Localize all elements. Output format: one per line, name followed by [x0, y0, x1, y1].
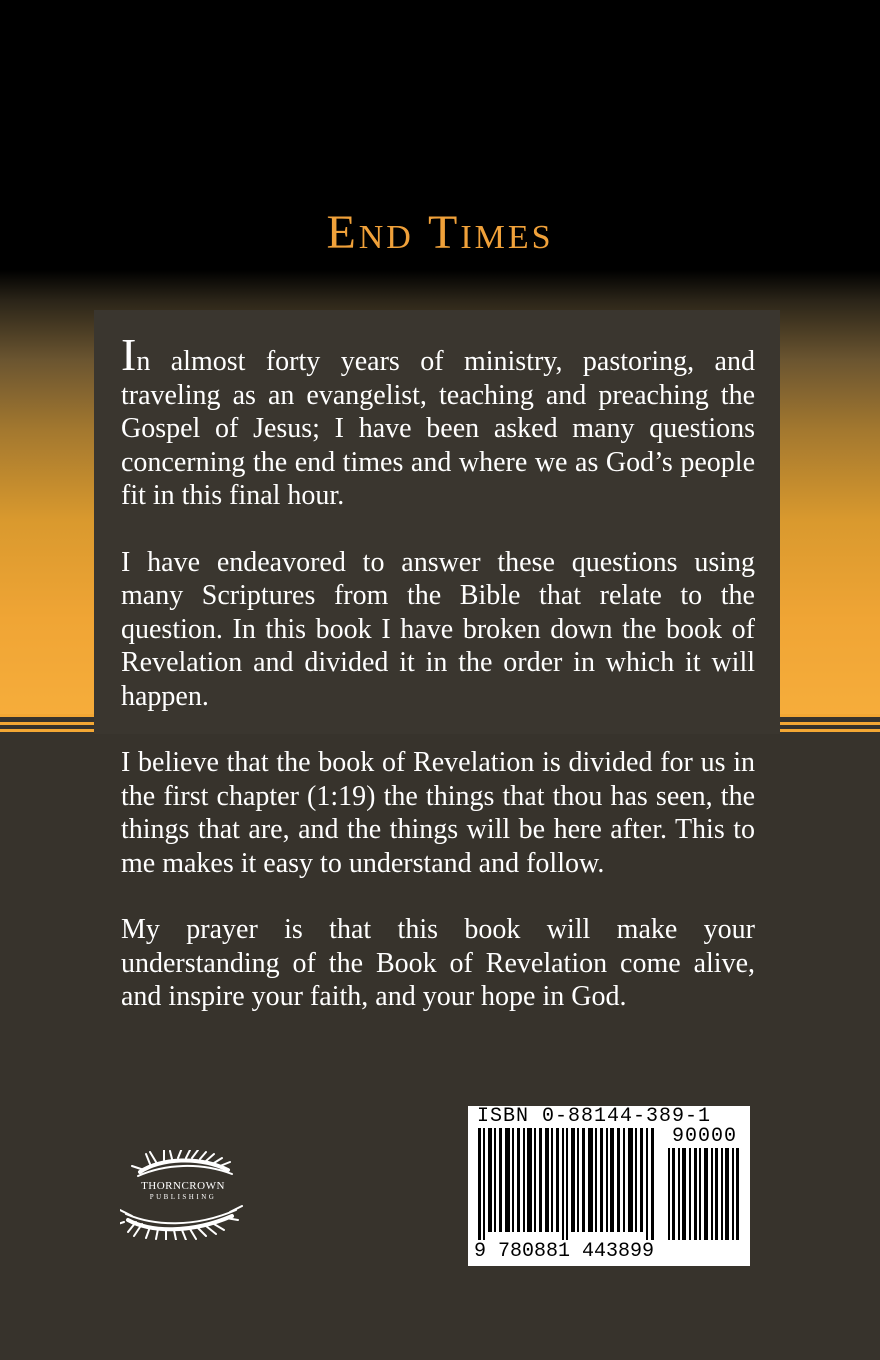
ean-digits: 9 780881 443899 — [474, 1240, 655, 1263]
paragraph-1 — [121, 329, 755, 513]
price-code: 90000 — [672, 1125, 738, 1148]
back-cover-text — [121, 329, 755, 1047]
paragraph-3: I believe that the book of Revelation is divided for us in the first chapter (1:19) the things that thou has seen, the things that are, and the things will be here after. This to me makes it easy to understand and follow. — [121, 747, 755, 879]
paragraph-2: I have endeavored to answer these questions using many Scriptures from the Bible that relate to the question. In this book I have broken down the book of Revelation and divided it in the order in which it will happen. — [121, 546, 755, 712]
book-title: End Times — [326, 206, 554, 259]
publisher-name: THORNCROWN — [141, 1180, 225, 1192]
publisher-subtitle: PUBLISHING — [149, 1193, 217, 1201]
isbn-text: ISBN 0-88144-389-1 — [477, 1105, 712, 1128]
ean-barcode — [476, 1128, 662, 1240]
paragraph-1-text: n almost forty years of ministry, pastoring, and traveling as an evangelist, teaching and preaching the Gospel of Jesus; I have been asked many questions concerning the end times and where we as God’s people fit in this final hour. — [121, 346, 755, 511]
paragraph-4: My prayer is that this book will make your understanding of the Book of Revelation come alive, and inspire your faith, and your hope in God. — [121, 914, 755, 1012]
addon-barcode — [668, 1148, 744, 1240]
drop-cap: I — [121, 329, 137, 380]
